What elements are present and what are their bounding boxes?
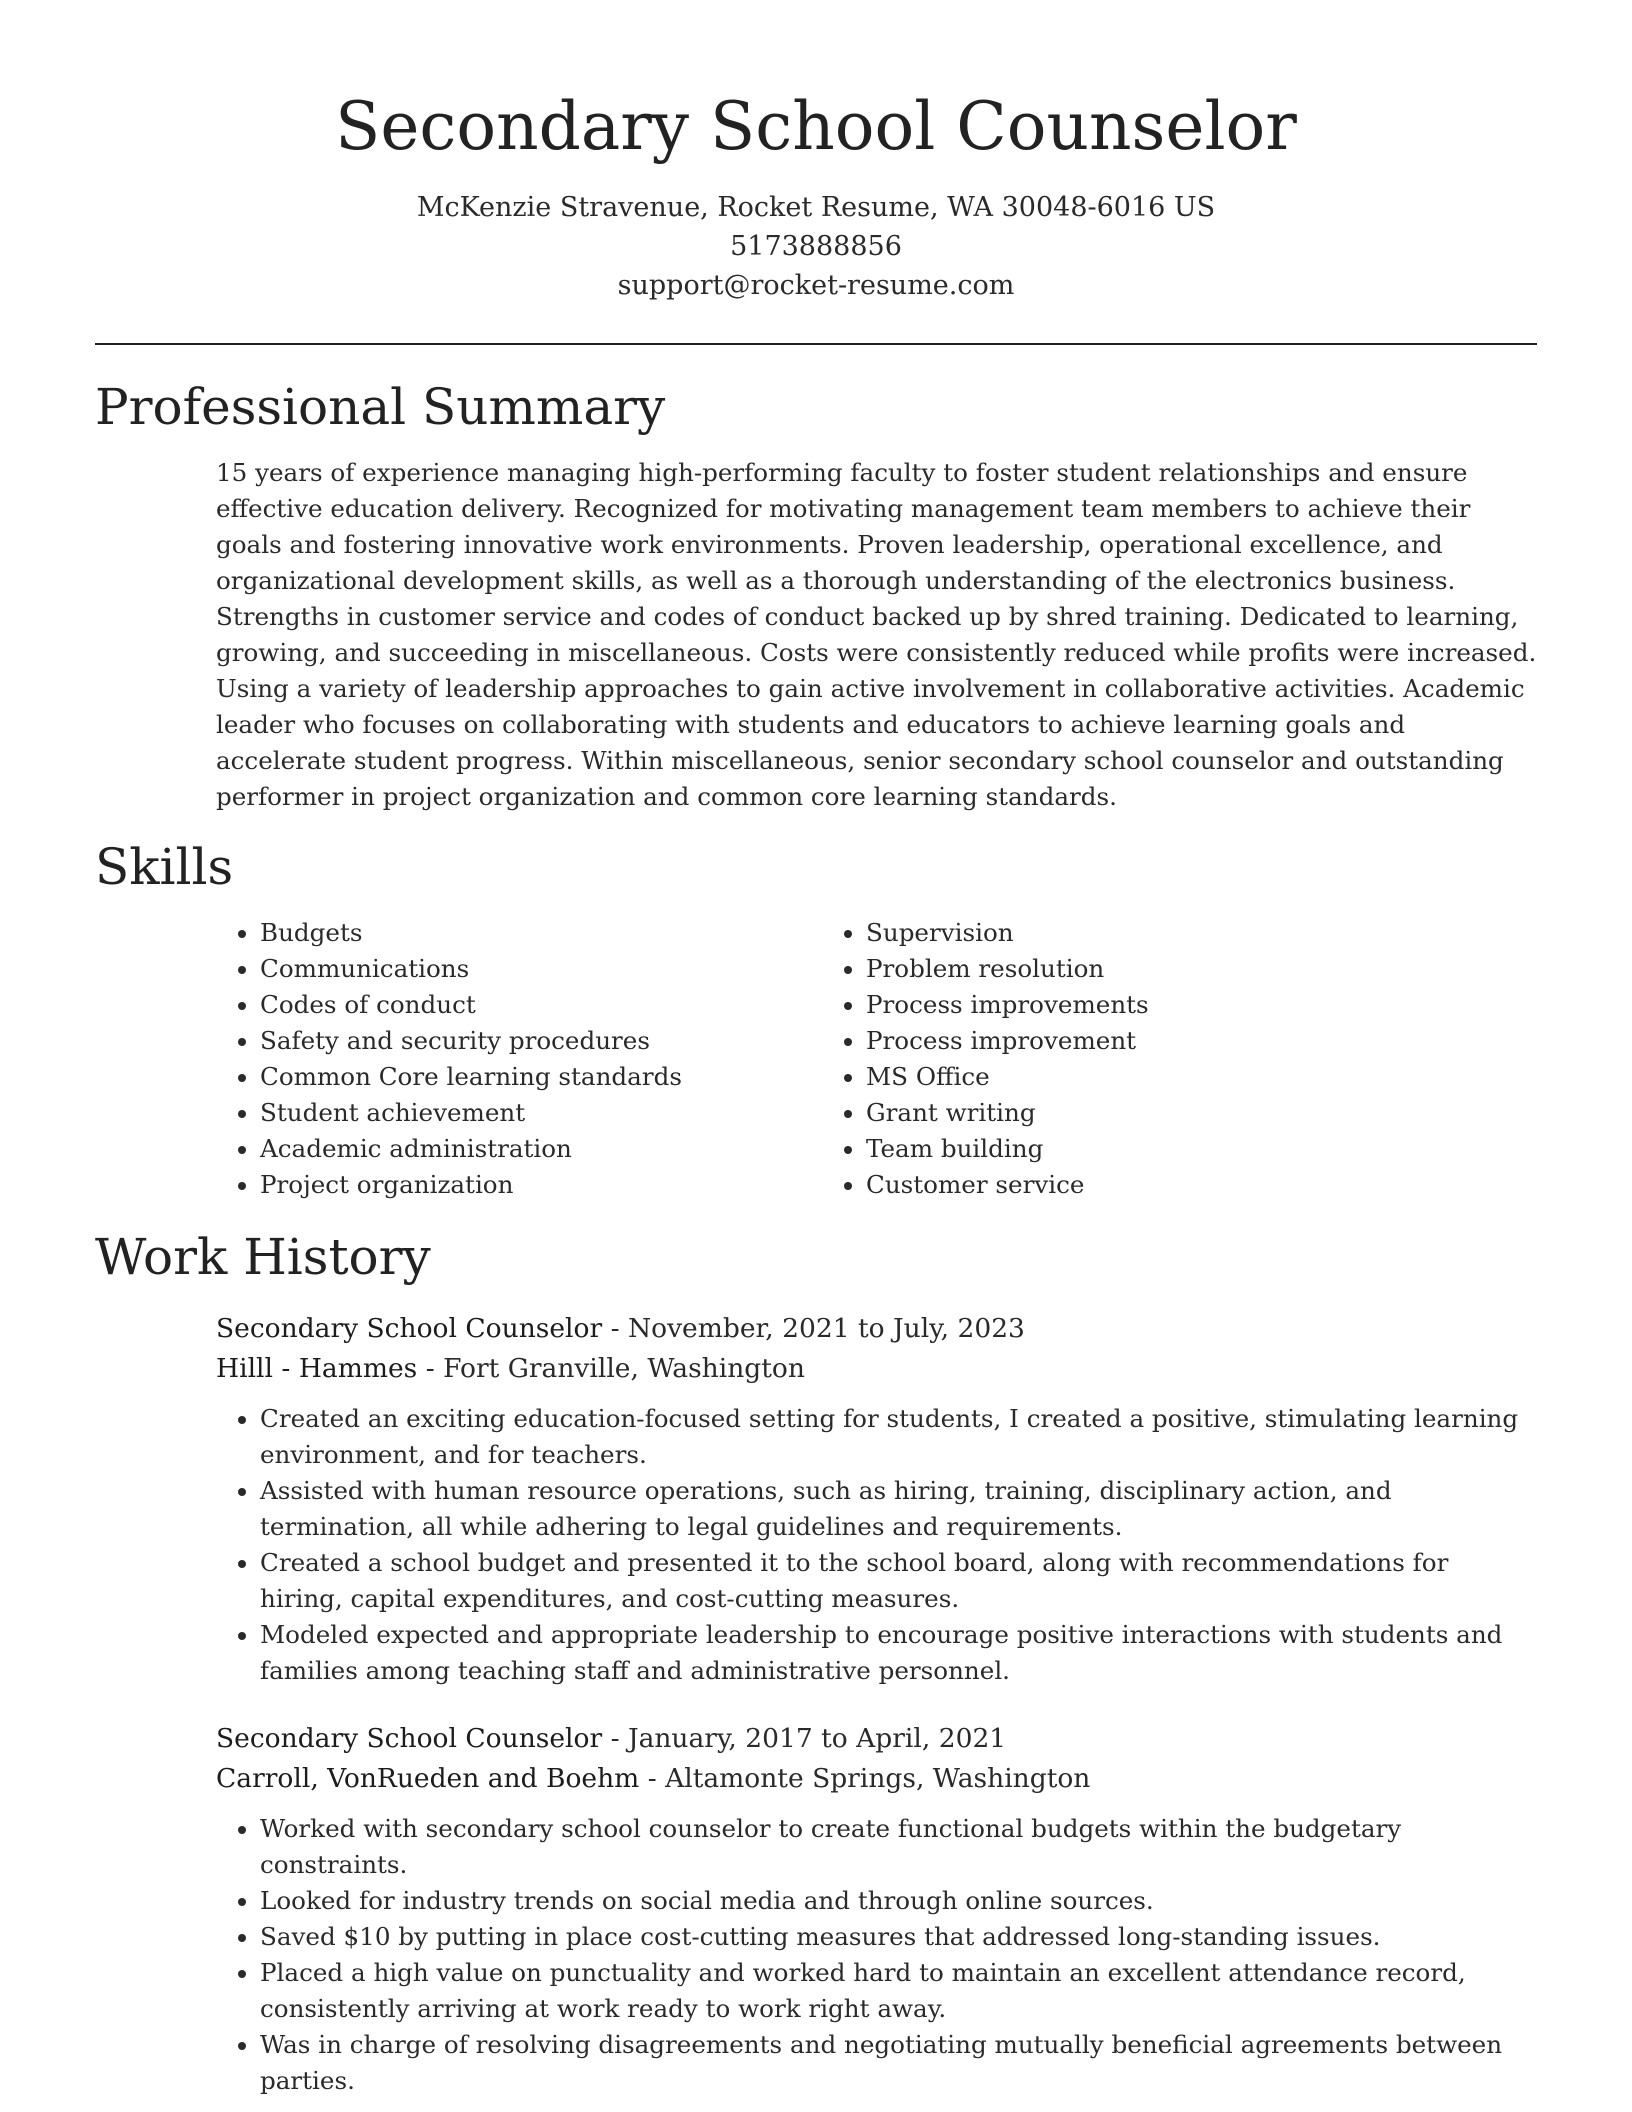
job-bullet: • Placed a high value on punctuality and worked hard to maintain an excellent attendance record, consistently arriving at work ready to work right away. <box>260 1955 1537 2027</box>
summary-text: 15 years of experience managing high-performing faculty to foster student relationships and ensure effective education delivery. Recognized for motivating management team members to achieve their goals and fostering innovative work environments. Proven leadership, operational excellence, and organizational development skills, as well as a thorough understanding of the electronics business. Strengths in customer service and codes of conduct backed up by shred training. Dedicated to learning, growing, and succeeding in miscellaneous. Costs were consistently reduced while profits were increased. Using a variety of leadership approaches to gain active involvement in collaborative activities. Academic leader who focuses on collaborating with students and educators to achieve learning goals and accelerate student progress. Within miscellaneous, senior secondary school counselor and outstanding performer in project organization and common core learning standards. <box>216 458 1537 811</box>
job-bullet: • Looked for industry trends on social media and through online sources. <box>260 1883 1537 1919</box>
skill-item: • Budgets <box>260 915 822 951</box>
job-company: Hilll - Hammes <box>216 1353 418 1384</box>
section-title-summary: Professional Summary <box>95 378 666 436</box>
resume-page <box>95 0 1537 2099</box>
job-bullet-list <box>216 1811 1537 2099</box>
job-location: - Altamonte Springs, Washington <box>639 1763 1091 1794</box>
job-entry <box>216 1309 1537 1689</box>
section-title-work-history: Work History <box>95 1228 431 1286</box>
job-bullet: • Created a school budget and presented it to the school board, along with recommendations for hiring, capital expenditures, and cost-cutting measures. <box>260 1545 1537 1617</box>
job-title-line <box>216 1309 1537 1349</box>
skill-item: • Communications <box>260 951 822 987</box>
skill-item: • Student achievement <box>260 1095 822 1131</box>
skill-item: • Codes of conduct <box>260 987 822 1023</box>
resume-header <box>95 0 1537 305</box>
section-title-skills: Skills <box>95 838 234 896</box>
job-entry <box>216 1719 1537 2099</box>
job-company-line <box>216 1759 1537 1799</box>
job-bullet-list <box>216 1401 1537 1689</box>
job-dates: - November, 2021 to July, 2023 <box>602 1313 1025 1344</box>
skills-list-right <box>822 915 1149 1203</box>
job-bullet: • Saved $10 by putting in place cost-cutting measures that addressed long-standing issues. <box>260 1919 1537 1955</box>
skill-item: • Process improvement <box>866 1023 1149 1059</box>
job-position: Secondary School Counselor <box>216 1723 603 1754</box>
header-divider <box>95 343 1537 345</box>
skill-item: • Safety and security procedures <box>260 1023 822 1059</box>
skill-item: • Process improvements <box>866 987 1149 1023</box>
skill-item: • Problem resolution <box>866 951 1149 987</box>
job-position: Secondary School Counselor <box>216 1313 603 1344</box>
skill-item: • Grant writing <box>866 1095 1149 1131</box>
job-bullet: • Worked with secondary school counselor to create functional budgets within the budgetary constraints. <box>260 1811 1537 1883</box>
job-bullet: • Was in charge of resolving disagreements and negotiating mutually beneficial agreements between parties. <box>260 2027 1537 2099</box>
skill-item: • Team building <box>866 1131 1149 1167</box>
job-bullet: • Assisted with human resource operations, such as hiring, training, disciplinary action, and termination, all while adhering to legal guidelines and requirements. <box>260 1473 1537 1545</box>
job-location: - Fort Granville, Washington <box>417 1353 805 1384</box>
job-company-line <box>216 1349 1537 1389</box>
skill-item: • Common Core learning standards <box>260 1059 822 1095</box>
skills-grid <box>216 915 1537 1203</box>
contact-phone: 5173888856 <box>730 231 902 262</box>
contact-email: support@rocket-resume.com <box>617 270 1015 301</box>
skill-item: • Supervision <box>866 915 1149 951</box>
skills-list-left <box>216 915 822 1203</box>
job-bullet: • Modeled expected and appropriate leadership to encourage positive interactions with students and families among teaching staff and administrative personnel. <box>260 1617 1537 1689</box>
page-title: Secondary School Counselor <box>335 88 1297 165</box>
job-dates: - January, 2017 to April, 2021 <box>602 1723 1007 1754</box>
skill-item: • Customer service <box>866 1167 1149 1203</box>
skill-item: • MS Office <box>866 1059 1149 1095</box>
job-bullet: • Created an exciting education-focused setting for students, I created a positive, stimulating learning environment, and for teachers. <box>260 1401 1537 1473</box>
contact-address: McKenzie Stravenue, Rocket Resume, WA 30048-6016 US <box>416 192 1216 223</box>
job-title-line <box>216 1719 1537 1759</box>
skill-item: • Academic administration <box>260 1131 822 1167</box>
job-company: Carroll, VonRueden and Boehm <box>216 1763 640 1794</box>
skill-item: • Project organization <box>260 1167 822 1203</box>
